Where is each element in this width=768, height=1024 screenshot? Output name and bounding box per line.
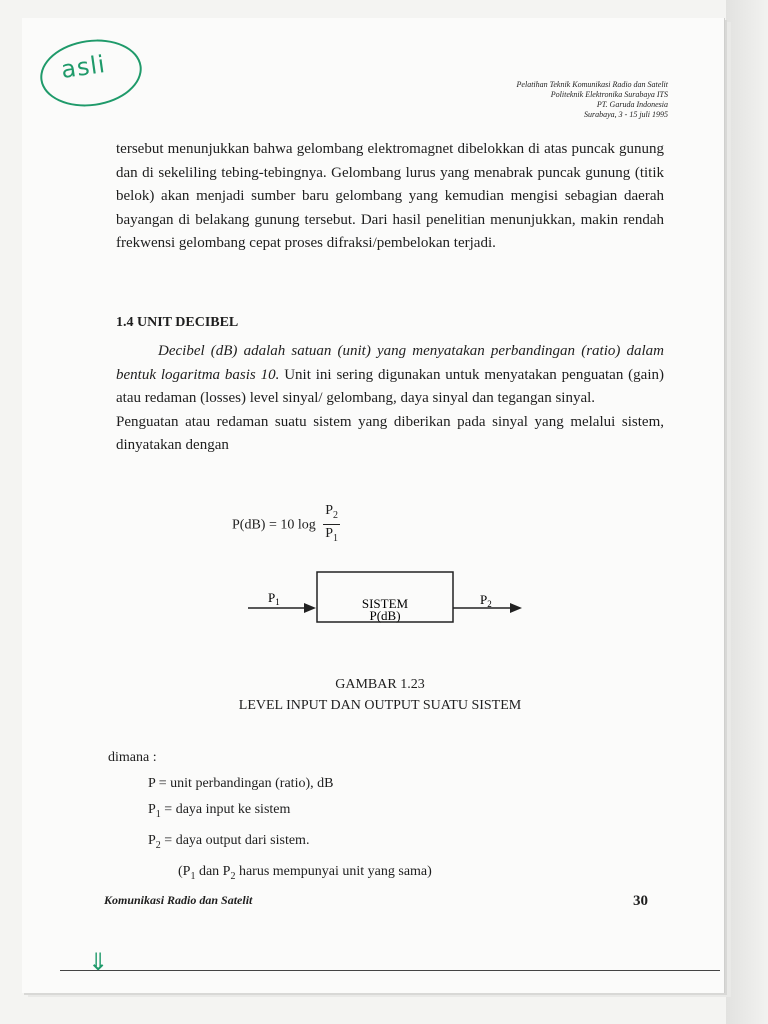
input-label: $P_1$ — [268, 590, 280, 607]
definition-italic: Decibel (dB) adalah satuan (unit) yang menyatakan perbandingan (ratio) dalam bentuk logaritma basis 10. — [116, 343, 664, 383]
section-heading: 1.4 UNIT DECIBEL — [116, 315, 239, 330]
figure-number: GAMBAR 1.23 — [335, 677, 425, 692]
page-header — [517, 80, 668, 120]
paragraph-diffraction: tersebut menunjukkan bahwa gelombang elektromagnet dibelokkan di atas puncak gunung dan di sekeliling tebing-tebingnya. Gelombang lurus yang menabrak puncak gunung (titik belok) akan menjadi sumber baru gelombang yang kemudian mengisi sebagian daerah bayangan di belakang gunung tersebut. Dari hasil penelitian menunjukkan, makin rendah frekwensi gelombang cepat proses difraksi/pembelokan terjadi. — [116, 141, 664, 251]
output-label: $P_2$ — [480, 592, 492, 609]
header-line-4: Surabaya, 3 - 15 juli 1995 — [584, 110, 668, 119]
input-arrow-head — [304, 603, 316, 613]
formula-lhs: P(dB) = 10 log — [232, 517, 316, 533]
paragraph-decibel-definition — [116, 340, 664, 458]
paragraph-gain-loss: Penguatan atau redaman suatu sistem yang diberikan pada sinyal yang melalui sistem, dinyatakan dengan — [116, 413, 664, 453]
page-number: 30 — [633, 893, 648, 909]
stamp-text: asli — [59, 50, 108, 84]
page-edge-shadow — [726, 0, 768, 1024]
definition-rest: Unit ini sering digunakan untuk menyatakan penguatan (gain) atau redaman (losses) level sinyal/ gelombang, daya sinyal dan tegangan sinyal. — [116, 366, 664, 406]
header-line-3: PT. Garuda Indonesia — [596, 100, 668, 109]
definition-p1: $P_1$ = daya input ke sistem — [148, 802, 291, 820]
output-arrow-head — [510, 603, 522, 613]
formula-denominator: $P_1$ — [325, 525, 339, 544]
footer-title: Komunikasi Radio dan Satelit — [104, 893, 253, 907]
definitions-list — [108, 745, 432, 889]
definitions-intro: dimana : — [108, 750, 157, 765]
definition-p2: $P_2$ = daya output dari sistem. — [148, 832, 310, 851]
decibel-formula — [232, 503, 340, 548]
header-line-2: Politeknik Elektronika Surabaya ITS — [550, 90, 668, 99]
formula-fraction — [323, 503, 340, 548]
handwritten-arrow-mark: ⇓ — [88, 948, 109, 976]
header-line-1: Pelatihan Teknik Komunikasi Radio dan Satelit — [516, 80, 668, 89]
box-label-1: SISTEM — [361, 596, 409, 611]
system-block-diagram — [240, 560, 540, 636]
footer-rule — [60, 970, 720, 971]
definition-p: P = unit perbandingan (ratio), dB — [148, 776, 334, 791]
definition-note: ($P_1$ dan $P_2$ harus mempunyai unit yang sama) — [178, 863, 432, 882]
figure-caption: LEVEL INPUT DAN OUTPUT SUATU SISTEM — [238, 698, 522, 713]
formula-numerator: $P_2$ — [323, 503, 340, 525]
box-label-2: P(dB) — [369, 608, 401, 623]
